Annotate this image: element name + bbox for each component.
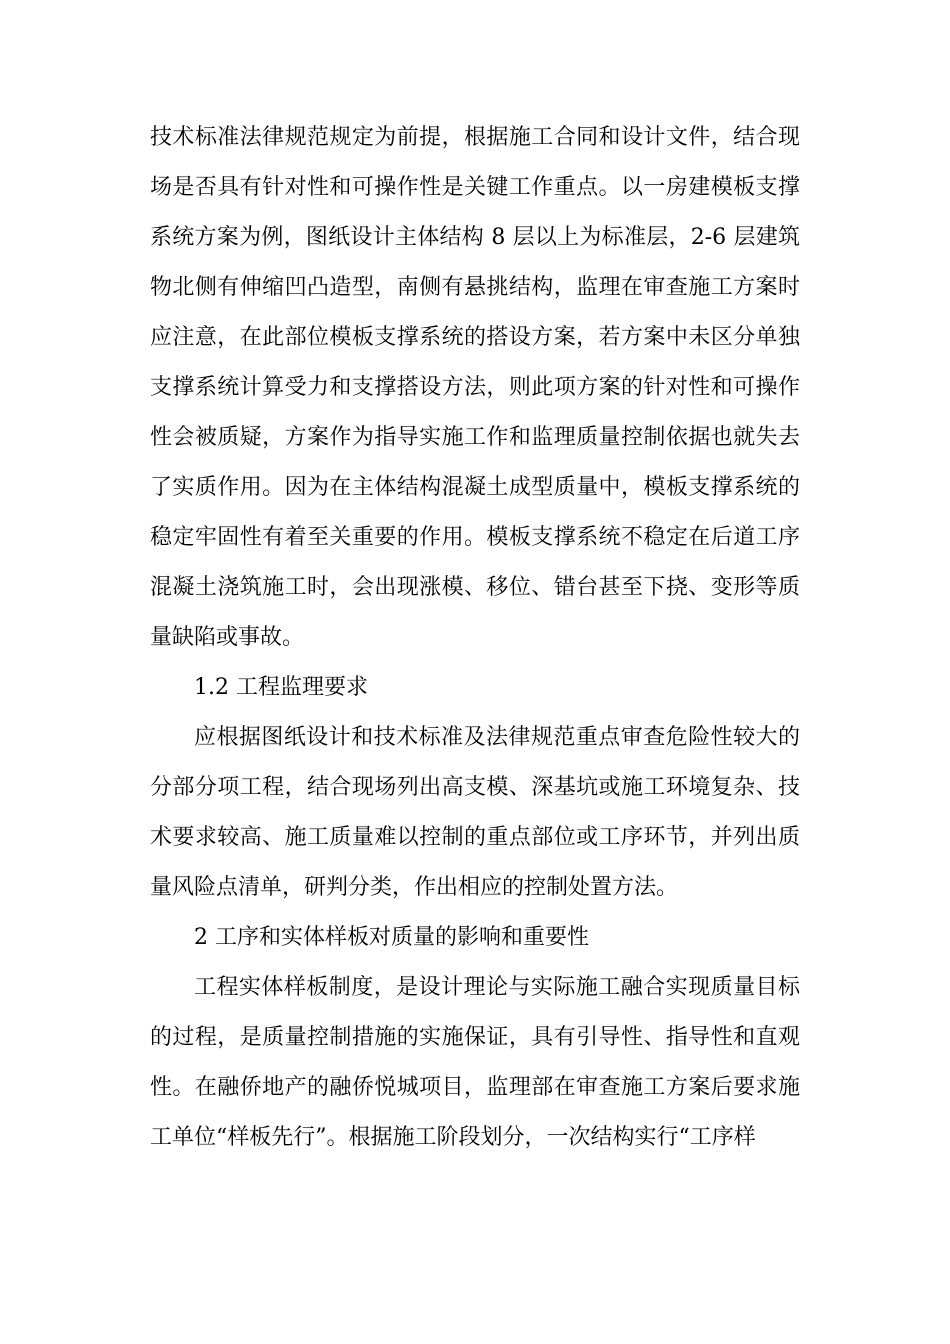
section-heading: 2 工序和实体样板对质量的影响和重要性 (194, 925, 589, 950)
text-line: 工单位“样板先行”。根据施工阶段划分，一次结构实行“工序样 (150, 1125, 756, 1150)
text-line: 支撑系统计算受力和支撑搭设方法，则此项方案的针对性和可操作 (150, 375, 800, 400)
text-line: 稳定牢固性有着至关重要的作用。模板支撑系统不稳定在后道工序 (150, 525, 800, 550)
text-line: 应注意，在此部位模板支撑系统的搭设方案，若方案中未区分单独 (150, 325, 800, 350)
text-line: 量缺陷或事故。 (150, 625, 305, 650)
text-line: 性。在融侨地产的融侨悦城项目，监理部在审查施工方案后要求施 (150, 1075, 800, 1100)
text-line: 场是否具有针对性和可操作性是关键工作重点。以一房建模板支撑 (150, 175, 800, 200)
text-line: 分部分项工程，结合现场列出高支模、深基坑或施工环境复杂、技 (150, 775, 800, 800)
text-line: 了实质作用。因为在主体结构混凝土成型质量中，模板支撑系统的 (150, 475, 800, 500)
text-line: 技术标准法律规范规定为前提，根据施工合同和设计文件，结合现 (150, 125, 800, 150)
text-line: 性会被质疑，方案作为指导实施工作和监理质量控制依据也就失去 (150, 425, 800, 450)
text-line: 的过程，是质量控制措施的实施保证，具有引导性、指导性和直观 (150, 1025, 800, 1050)
text-line: 应根据图纸设计和技术标准及法律规范重点审查危险性较大的 (194, 725, 800, 750)
text-line: 术要求较高、施工质量难以控制的重点部位或工序环节，并列出质 (150, 825, 800, 850)
text-line: 系统方案为例，图纸设计主体结构 8 层以上为标准层，2-6 层建筑 (150, 225, 800, 250)
text-line: 工程实体样板制度，是设计理论与实际施工融合实现质量目标 (194, 975, 800, 1000)
text-line: 物北侧有伸缩凹凸造型，南侧有悬挑结构，监理在审查施工方案时 (150, 275, 800, 300)
section-heading: 1.2 工程监理要求 (194, 675, 368, 700)
text-line: 量风险点清单，研判分类，作出相应的控制处置方法。 (150, 875, 679, 900)
text-line: 混凝土浇筑施工时，会出现涨模、移位、错台甚至下挠、变形等质 (150, 575, 800, 600)
